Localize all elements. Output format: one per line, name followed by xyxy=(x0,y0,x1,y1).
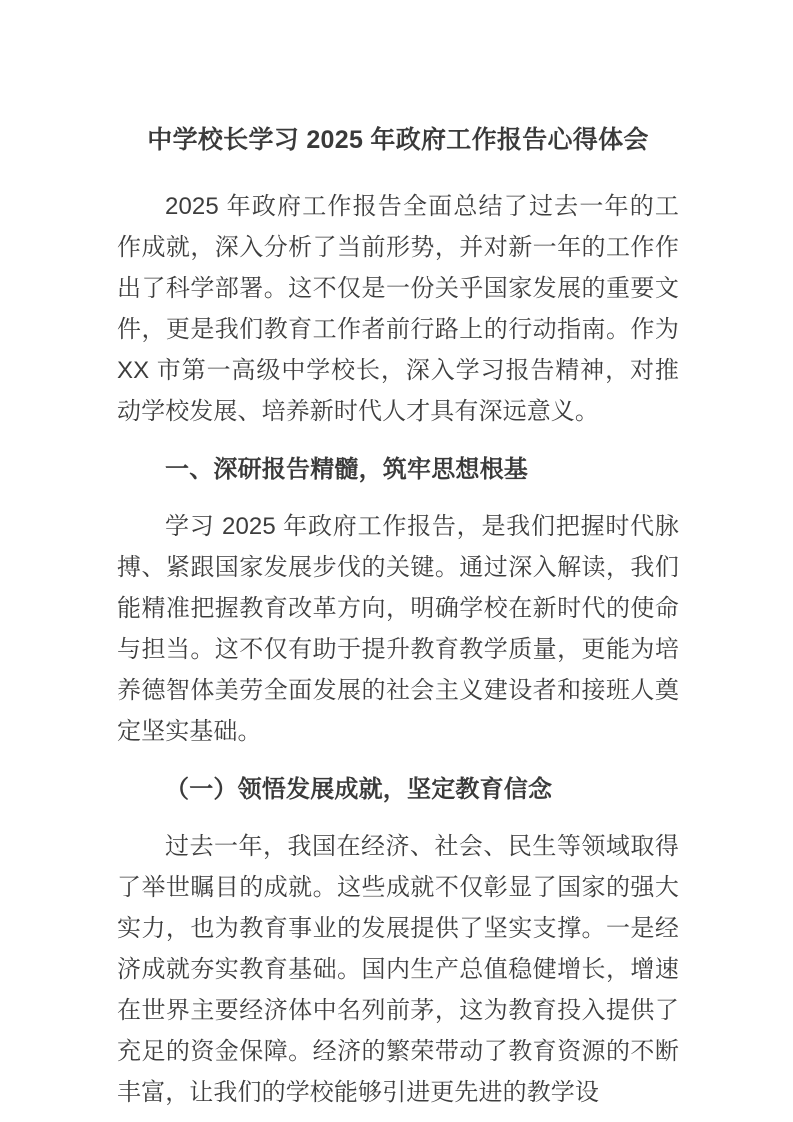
paragraph-intro: 2025 年政府工作报告全面总结了过去一年的工作成就，深入分析了当前形势，并对新一年的工作作出了科学部署。这不仅是一份关乎国家发展的重要文件，更是我们教育工作者前行路上的行动指南。作为 XX 市第一高级中学校长，深入学习报告精神，对推动学校发展、培养新时代人才具有深远意义。 xyxy=(117,193,679,426)
section-heading-one: 一、深研报告精髓，筑牢思想根基 xyxy=(165,456,528,484)
document-title: 中学校长学习 2025 年政府工作报告心得体会 xyxy=(147,126,649,154)
subsection-heading-one-a: （一）领悟发展成就，坚定教育信念 xyxy=(165,776,553,804)
paragraph-section-one-body: 学习 2025 年政府工作报告，是我们把握时代脉搏、紧跟国家发展步伐的关键。通过深入解读，我们能精准把握教育改革方向，明确学校在新时代的使命与担当。这不仅有助于提升教育教学质量，更能为培养德智体美劳全面发展的社会主义建设者和接班人奠定坚实基础。 xyxy=(117,513,679,746)
paragraph-subsection-one-a-body: 过去一年，我国在经济、社会、民生等领域取得了举世瞩目的成就。这些成就不仅彰显了国家的强大实力，也为教育事业的发展提供了坚实支撑。一是经济成就夯实教育基础。国内生产总值稳健增长，增速在世界主要经济体中名列前茅，这为教育投入提供了充足的资金保障。经济的繁荣带动了教育资源的不断丰富，让我们的学校能够引进更先进的教学设 xyxy=(117,833,679,1107)
document-content xyxy=(117,0,679,1113)
